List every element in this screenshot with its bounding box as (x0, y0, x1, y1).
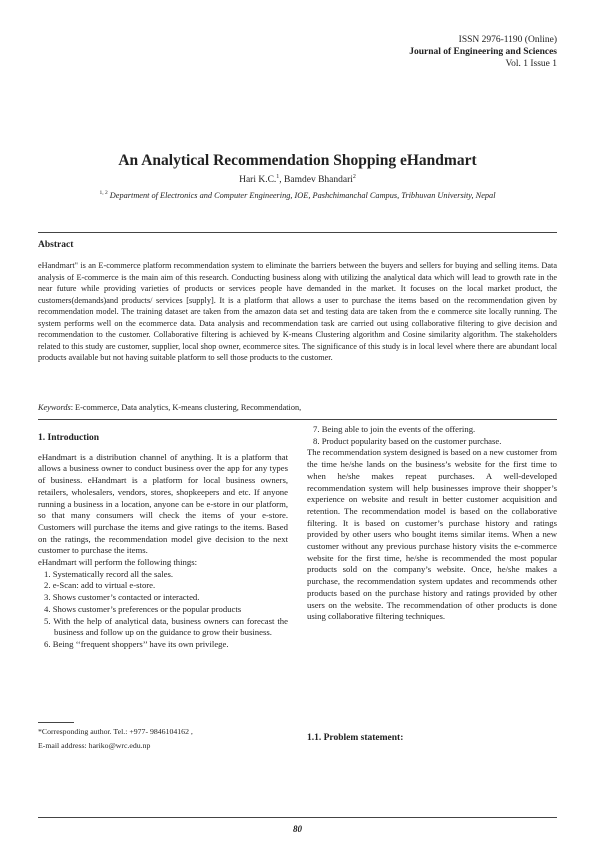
author-1-sup: 1 (276, 174, 280, 180)
author-1: Hari K.C. (239, 175, 277, 186)
footnote-corresponding: *Corresponding author. Tel.: +977- 9846104162 , (38, 727, 193, 736)
list-item: 2. e-Scan: add to virtual e-store. (44, 580, 156, 591)
list-item: 7. Being able to join the events of the offering. (313, 424, 476, 434)
author-2: Bamdev Bhandari (284, 175, 353, 186)
journal-header (409, 34, 557, 70)
author-line (0, 174, 595, 185)
list-item: 8. Product popularity based on the customer purchase. (313, 435, 502, 446)
footnote-email: E-mail address: hariko@wrc.edu.np (38, 741, 151, 750)
feature-list-right (307, 424, 557, 447)
abstract-heading: Abstract (38, 240, 74, 250)
keywords-label: Keywords (38, 403, 71, 412)
affiliation (38, 190, 557, 200)
author-sep: , (279, 175, 285, 186)
journal-name: Journal of Engineering and Sciences (409, 47, 557, 57)
list-item: 1. Systematically record all the sales. (44, 568, 174, 579)
feature-list-left (38, 569, 288, 651)
footnote (38, 727, 288, 751)
footnote-rule (38, 722, 74, 723)
volume-issue: Vol. 1 Issue 1 (505, 59, 557, 69)
list-item: 5. With the help of analytical data, business owners can forecast the business and follow up on the guidance to grow their business. (44, 615, 288, 638)
keywords-text: : E-commerce, Data analytics, K-means clustering, Recommendation, (70, 403, 302, 412)
intro-paragraph-1: eHandmart is a distribution channel of anything. It is a platform that allows a business owner to conduct business over the app for any types of business. eHandmart is a platform for local business owners, retailers, wholesalers, vendors, stores, shopkeepers and etc. If anyone running a business in a location, anyone can be e-store in our platform, so that many consumers will check the items of your e-store. Customers will purchase the items and give ratings to the items. Based on the ratings, the recommendation model give decision to the next customer to purchase the items. (38, 451, 288, 556)
footer-rule (38, 817, 557, 818)
page-number: 80 (293, 824, 302, 834)
intro-heading: 1. Introduction (38, 433, 100, 443)
list-item: 4. Shows customer’s preferences or the popular products (44, 603, 242, 614)
abstract-body (38, 260, 557, 364)
intro-paragraph-3: The recommendation system designed is based on a new customer from the time he/she lands on the business’s website for the first time to when he/she makes repeat purchases. A well-developed recommendation system will help businesses improve their shopper’s experience on website and result in better customer acquisition and retention. The recommendation model is based on the collaborative filtering. It is based on customer’s purchase history and ratings provided by other users who bought items similar items. When a new customer without any previous purchase history visits the e-commerce website for the first time, he/she is recommended the most popular products sold on the company’s website. Once, he/she makes a purchase, the recommendation system updates and recommends other products based on the purchase history and ratings provided by other users on the website. The recommendation of other products is done using collaborative filtering techniques. (307, 447, 557, 622)
problem-statement-heading: 1.1. Problem statement: (307, 733, 404, 743)
abstract-text: eHandmart" is an E-commerce platform recommendation system to eliminate the barriers between the buyers and sellers for buying and selling items. Data analysis of E-commerce is the main aim of this research. Conducting business along with utilizing the analytical data which will lead to growth rate in the near future while providing varieties of products or services people have demanded in the market. It focuses on the local market product, the customers(demands)and products/ services [supply]. It is a platform that allows a user to purchase the items based on the recommendation given by recommendation model. The training dataset are taken from the amazon data set and testing data are taken from the e commerce site locally running. The system performs well on the ecommerce data. Data analysis and recommendation task are carried out using collaborative filtering to give decision and recommendation to the customer. Collaborative filtering is achieved by K-means Clustering algorithm and Cosine similarity algorithm. The stakeholders related to this study are customer, supplier, local shop owner, ecommerce sites. The significance of this study is in local level where there are abundant local products available but not having suitable platform to sell those products to the customer. (38, 261, 557, 362)
intro-paragraph-2: eHandmart will perform the following things: (38, 557, 197, 568)
paper-title: An Analytical Recommendation Shopping eHandmart (118, 152, 477, 169)
list-item: 3. Shows customer’s contacted or interacted. (44, 592, 200, 603)
list-item: 6. Being ‘‘frequent shoppers’’ have its own privilege. (44, 638, 229, 649)
abstract-top-rule (38, 232, 557, 233)
keywords (38, 403, 557, 412)
author-2-sup: 2 (352, 174, 356, 180)
affiliation-text: Department of Electronics and Computer Engineering, IOE, Pashchimanchal Campus, Tribhuvan University, Nepal (107, 190, 496, 200)
affiliation-sup: 1, 2 (99, 190, 108, 196)
issn: ISSN 2976-1190 (Online) (458, 35, 557, 45)
right-column (307, 424, 557, 623)
abstract-bottom-rule (38, 419, 557, 420)
left-column (38, 433, 288, 651)
